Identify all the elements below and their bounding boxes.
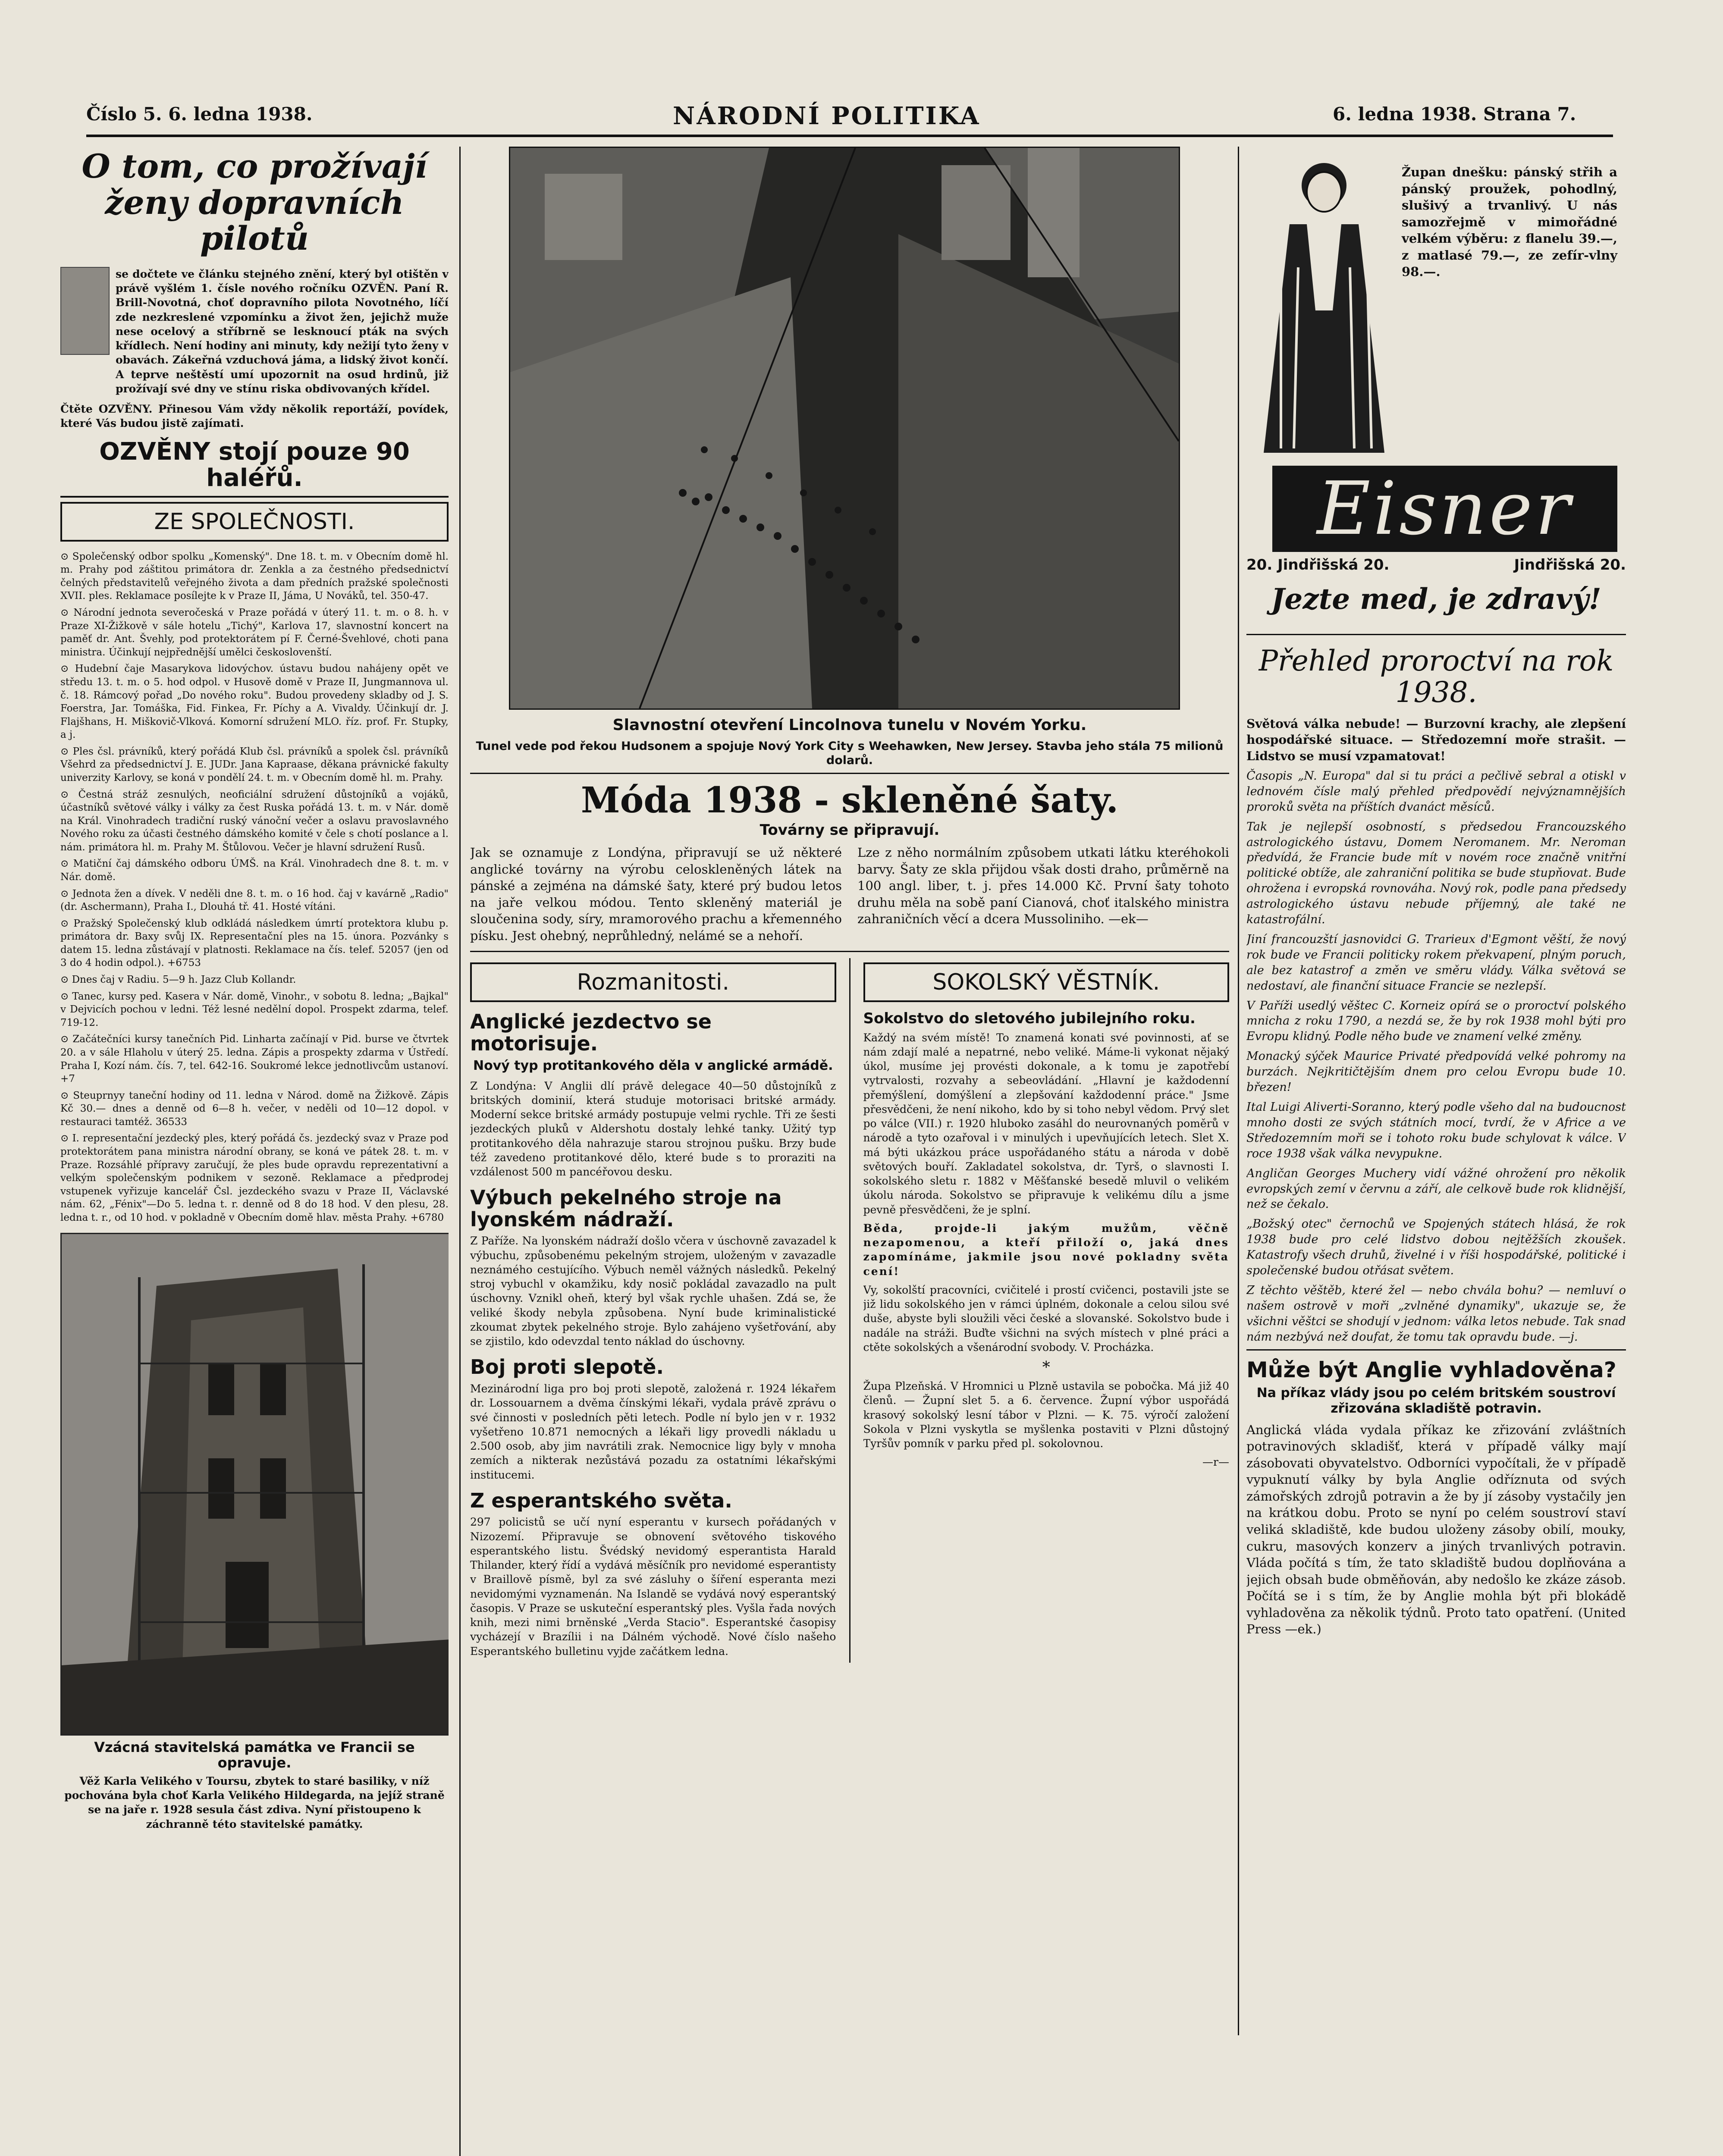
society-notice: ⊙ Pražský Společenský klub odkládá následkem úmrtí protektora klubu p. primátora dr. Baxy svůj IX. Representační ples na 15. února. Pozvánky s datem 15. ledna zůstávají v platnosti. Reklamace na čís. telef. 52057 (jen od 3 do 4 hodin odpol.). +6753 [60, 918, 449, 969]
eisner-address-right: Jindřišská 20. [1514, 556, 1626, 573]
eisner-ad-text: Župan dnešku: pánský střih a pánský proužek, pohodlný, slušivý a trvanlivý. U nás samozřejmě v mimořádné velkém výběru: z flanelu 39.—, z matlasé 79.—, ze zefír-vlny 98.—. [1402, 165, 1617, 279]
society-notices [60, 550, 449, 1225]
proroctvi-title: Přehled proroctví na rok 1938. [1259, 644, 1614, 709]
society-notice: ⊙ Matiční čaj dámského odboru ÚMŠ. na Král. Vinohradech dne 8. t. m. v Nár. domě. [60, 858, 449, 883]
proroctvi-body [1246, 768, 1626, 1345]
column-rule-2 [1238, 147, 1239, 2035]
sokol-column [863, 958, 1230, 1663]
r3-title: Boj proti slepotě. [470, 1355, 664, 1379]
sokol-sub: Sokolstvo do sletového jubilejního roku. [863, 1010, 1196, 1028]
fashion-text-left: Jak se oznamuje z Londýna, připravují se už některé anglické továrny na výrobu celoskleněných látek na pánské a zejména na dámské šaty, které prý budou letos na jaře velkou módou. Tento skleněný materiál je sloučenina sody, síry, mramorového prachu a křemenného písku. Jest ohebný, neprůhledný, nelámé se a nehoří. [470, 845, 842, 943]
prophecy-paragraph: V Paříži usedlý věštec C. Korneiz opírá se o proroctví polského mnicha z roku 1790, a nezdá se, že by rok 1938 mohl býti pro Evropu klidný. Podle něho bude ve znamení velké změny. [1246, 999, 1626, 1044]
fashion-headline: Móda 1938 - skleněné šaty. [581, 779, 1119, 821]
tunnel-caption-title: Slavnostní otevření Lincolnova tunelu v Novém Yorku. [612, 716, 1087, 734]
zupa-sign: —r— [1202, 1456, 1229, 1469]
prophecy-paragraph: Jiní francouzští jasnovidci G. Trarieux d'Egmont věští, že nový rok bude ve Francii politicky rokem překvapení, plným poruch, ale bez katastrof a změn ve směru vlády. Válka světová se nedostaví, ale finanční situace Francie se nezlepší. [1246, 932, 1626, 993]
ozveny-price: OZVĚNY stojí pouze 90 haléřů. [99, 437, 410, 492]
society-notice: ⊙ Tanec, kursy ped. Kasera v Nár. domě, Vinohr., v sobotu 8. ledna; „Bajkal" v Dejvicích pochou v ledni. Též lesné nedělní dopol. Prospekt zdarma, telef. 719-12. [60, 990, 449, 1028]
society-notice: ⊙ Čestná stráž zesnulých, neoficiální sdružení důstojníků a vojáků, účastníků světové války i války za čest Ruska pořádá 13. t. m. v Nár. domě na Král. Vinohradech tradiční ruský vánoční večer a oslavu pravoslavného Nového roku za účasti čestného dámského komité v čele s chotí poslance a l. nám. primátora hl. m. Prahy M. Štůlovou. Večer je hlavní sdružení Rusů. [60, 789, 449, 853]
section-sokol: SOKOLSKÝ VĚSTNÍK. [863, 962, 1230, 1002]
society-notice: ⊙ I. representační jezdecký ples, který pořádá čs. jezdecký svaz v Praze pod protektorátem pana ministra národní obrany, se koná ve pátek 28. t. m. v Praze. Rozsáhlé přípravy zaručují, že ples bude opravdu reprezentativní a velkým společenským podnikem v sezoně. Reklamace a předprodej vstupenek vyřizuje kancelář Čsl. jezdeckého svazu v Praze II, Václavské nám. 62, „Fénix"—Do 5. ledna t. r. denně od 8 do 18 hod. V den plesu, 28. ledna t. r., od 10 hod. v pokladně v Obecním domě hlav. města Prahy. +6780 [60, 1133, 449, 1223]
tower-photo [60, 1233, 449, 1736]
rule-price [60, 496, 449, 498]
masthead: NÁRODNÍ POLITIKA [673, 102, 981, 130]
proroctvi-lead: Světová válka nebude! — Burzovní krachy, ale zlepšení hospodářské situace. — Středozemní moře strašit. — Lidstvo se musí vzpamatovat! [1246, 717, 1626, 763]
column-rule-1 [459, 147, 461, 2156]
sokol-end: Vy, sokolští pracovníci, cvičitelé i prostí cvičenci, postavili jste se již lidu sokolského jen v rámci úplném, dokonale a celou silou své duše, abyste byli sloužili věci české a slovanské. Sokolstvo bude i nadále na stráži. Buďte všichni na svých místech v plné práci a ctěte sokolských a všenárodní svobody. V. Procházka. [863, 1283, 1229, 1354]
society-notice: ⊙ Národní jednota severočeská v Praze pořádá v úterý 11. t. m. o 8. h. v Praze XI-Žižkově v sále hotelu „Tichý", Karlova 17, slavnostní koncert na paměť dr. Ant. Švehly, pod protektorátem pí F. Černé-Švehlové, choti pana ministra. Účinkují nejpřednější umělci českoslovenští. [60, 607, 449, 658]
eisner-brand: Eisner [1317, 466, 1573, 552]
zupa-text: Župa Plzeňská. V Hromnici u Plzně ustavila se pobočka. Má již 40 členů. — Župní slet 5. a 6. července. Župní výbor uspořádá krasový sokolský lesní tábor v Plzni. — K. 75. výročí založení Sokola v Plzni vyskytla se myšlenka postaviti v Plzni důstojný Tyršův pomník v parku před pl. sokolovnou. [863, 1380, 1229, 1450]
r3-text: Mezinárodní liga pro boj proti slepotě, založená r. 1924 lékařem dr. Lossouarnem a dvěma čínskými lékaři, vydala právě zprávu o své činnosti v posledních pěti letech. Podle ní bylo jen v r. 1932 vyšetřeno 10.871 nemocných a lékaři ligy provedli nákladu u 2.500 osob, aby jim navrátili zrak. Nemocnice ligy byly v mnoha zemích a nikterak nezůstává pozadu za ostatními lékařskými institucemi. [470, 1382, 836, 1481]
society-notice: ⊙ Hudební čaje Masarykova lidovýchov. ústavu budou nahájeny opět ve středu 13. t. m. o 5. hod odpol. v Husově domě v Praze II, Jungmannova ul. č. 18. Rámcový pořad „Do nového roku". Budou provedeny skladby od J. S. Foerstra, Jar. Tomáška, Fid. Finkea, Fr. Píchy a A. Vivaldy. Účinkují dr. J. Flajšhans, H. Miškovič-Vlková. Komorní sdružení MLO. říz. prof. Fr. Stupky, a j. [60, 663, 449, 741]
article-title-pilots: O tom, co prožívají ženy dopravních pilotů [82, 147, 427, 258]
eisner-logo [1272, 466, 1617, 552]
society-notice: ⊙ Jednota žen a dívek. V neděli dne 8. t. m. o 16 hod. čaj v kavárně „Radio" (dr. Aschermann), Praha I., Dlouhá tř. 41. Hosté vítáni. [60, 888, 449, 913]
reader-note: Čtěte OZVĚNY. Přinesou Vám vždy několik reportáží, povídek, které Vás budou jistě zajímati. [60, 403, 449, 430]
society-notice: ⊙ Začátečníci kursy tanečních Pid. Linharta začínají v Pid. burse ve čtvrtek 20. a v sále Hlaholu v úterý 25. ledna. Zápis a prospekty zdarma v Ústředí. Praha I, Kozí nám. čís. 7, tel. 642-16. Soukromé lekce jednotlivcům ustanoví. +7 [60, 1034, 449, 1085]
prophecy-paragraph: Tak je nejlepší osobností, s předsedou Francouzského astrologického ústavu, Domem Neromanem. Mr. Neroman předvídá, že Francie bude mít v novém roce značně vnitřní politické obtíže, ale zahraniční politika se bude stupňovat. Bude ohrožena i evropská rovnováha. Nový rok, podle pana předsedy astrologického ústavu nebude příjemný, ale také ne katastrofální. [1246, 820, 1626, 927]
tunnel-photo [509, 147, 1180, 710]
r1-title: Anglické jezdectvo se motorisuje. [470, 1010, 712, 1055]
r2-text: Z Paříže. Na lyonském nádraží došlo včera v úschovně zavazadel k výbuchu, způsobenému pekelným strojem, uloženým v zavazadle neznámého cestujícího. Výbuch neměl vážných následků. Pekelný stroj vybuchl v okamžiku, kdy nosič pokládal zavazadlo na pult úschovny. Vznikl oheň, který byl však rychle uhašen. Zdá se, že veliké škody nebyla způsobena. Nyní bude kriminalistické zkoumat zbytek pekelného stroje. Bylo zahájeno vyšetřování, aby se zjistilo, kdo odevzdal tento náklad do úschovny. [470, 1235, 836, 1348]
tower-caption: Vzácná stavitelská památka ve Francii se opravuje. [94, 1739, 415, 1771]
honey-slogan: Jezte med, je zdravý! [1271, 582, 1601, 616]
society-notice: ⊙ Společenský odbor spolku „Komenský". Dne 18. t. m. v Obecním domě hl. m. Prahy pod záštitou primátora dr. Zenkla a za čestného předsednictví čelných představitelů veřejného života a dam předních pražské společnosti XVII. ples. Reklamace posílejte k v Praze II, Jáma, U Nováků, tel. 350-47. [60, 551, 449, 602]
column-1 [60, 147, 449, 2156]
tunnel-illustration [510, 148, 1179, 708]
society-notice: ⊙ Steuprnyy taneční hodiny od 11. ledna v Národ. domě na Žižkově. Zápis Kč 30.— dnes a denně od 6—8 h. večer, v neděli od 10—12 dopol. v restauraci tamtéž. 36533 [60, 1090, 449, 1128]
rule-proroctvi [1246, 1349, 1626, 1351]
anglie-title: Může být Anglie vyhladověna? [1246, 1357, 1616, 1382]
eisner-address-left: 20. Jindřišská 20. [1246, 556, 1390, 573]
ozveny-thumbnail [60, 267, 110, 355]
prophecy-paragraph: Monacký sýček Maurice Privaté předpovídá velké pohromy na burzách. Nejkritičtějším dnem pro celou Evropu bude 10. březen! [1246, 1050, 1626, 1094]
header-right: 6. ledna 1938. Strana 7. [1333, 103, 1576, 125]
eisner-address [1246, 556, 1626, 573]
prophecy-paragraph: „Božský otec" černochů ve Spojených státech hlásá, že rok 1938 bude pro celé lidstvo dobou nejtěžších zkoušek. Katastrofy všech druhů, živelné i v říši hospodářské, politické i společenské budou otřásat světem. [1246, 1217, 1626, 1278]
r4-title: Z esperantského světa. [470, 1489, 732, 1512]
r1-text: Z Londýna: V Anglii dlí právě delegace 40—50 důstojníků z britských dominií, která studuje motorisaci britské armády. Moderní sekce britské armády postupuje velmi rychle. Tři ze šesti jezdeckých pluků v Aldershotu dostaly lehké tanky. Užitý typ protitankového děla nahrazuje starou strojnou pušku. Brzy bude též zavedeno protitankové dělo, které bude s to proraziti na vzdálenost 500 m pancéřovou desku. [470, 1079, 836, 1178]
sokol-text: Každý na svém místě! To znamená konati své povinnosti, ať se nám zdají malé a nepatrné, nebo veliké. Máme-li vykonat nějaký úkol, musíme jej provésti dokonale, a k tomu je zapotřebí vytrvalosti, rozvahy a sebeovládání. „Hlavní je každodenní přemýšlení, domýšlení a zlepšování každodenní práce." Jsme přesvědčeni, že není nikoho, kdo by si toho nebyl vědom. Prvý slet po válce (VII.) r. 1920 hluboko zasáhl do neurovnaných poměrů v národě a tyto ozařoval i v minulých i upevňujících letech. Slet X. má býti ukázkou práce uspořádaného státu a národa v době světových bouří. Zakladatel sokolstva, dr. Tyrš, o slavnosti I. sokolského sletu r. 1882 v Měšťanské besedě mluvil o velikém úkolu národa. Sokolstvo se připravuje k velikému dílu a jsme pevně přesvědčeni, že je splní. [863, 1031, 1229, 1216]
prophecy-paragraph: Angličan Georges Muchery vidí vážné ohrožení pro několik evropských zemí v červnu a září, ale celkově bude rok klidnější, než se čekalo. [1246, 1166, 1626, 1211]
section-rozmanitosti: Rozmanitosti. [470, 962, 836, 1002]
society-notice: ⊙ Ples čsl. právníků, který pořádá Klub čsl. právníků a spolek čsl. právníků Všehrd za předsednictví J. E. JUDr. Jana Kapraase, děkana právnické fakulty univerzity Karlovy, se koná v pondělí 24. t. m. v Obecním domě hl. m. Prahy. [60, 746, 449, 783]
pilots-intro: se dočtete ve článku stejného znění, který byl otištěn v právě vyšlém 1. čísle nového ročníku OZVĚN. Paní R. Brill-Novotná, choť dopravního pilota Novotného, líčí zde nezkreslené vzpomínku a život žen, jejichž muže nese ocelový a stříbrně se lesknoucí pták na svých křídlech. Není hodiny ani minuty, kdy nežijí tyto ženy v obavách. Zákeřná vzduchová jáma, a lidský život končí. A teprve neštěstí umí upozornit na osud hrdinů, již prožívají své dny ve stínu riska obdivovaných křídel. [116, 267, 449, 395]
rozmanitosti-column [470, 958, 836, 1663]
rule-tunnel [470, 773, 1229, 774]
sokol-quote: Běda, projde-li jakým mužům, věčně nezapomenou, a kteří přiloží o, jaká dnes zapomínáme, jakmile jsou nové pokladny světa cení! [863, 1222, 1229, 1278]
tower-illustration [62, 1234, 449, 1734]
anglie-sub: Na příkaz vlády jsou po celém britském soustroví zřizována skladiště potravin. [1256, 1385, 1616, 1416]
fashion-text-right: Lze z něho normálním způsobem utkati látku kteréhokoli barvy. Šaty ze skla přijdou však dosti draho, průměrně na 100 angl. liber, t. j. přes 14.000 Kč. První šaty tohoto druhu měla na sobě paní Cianová, choť italského ministra zahraničních věcí a dcera Mussoliniho. —ek— [857, 845, 1229, 927]
column-2 [470, 147, 1229, 2156]
r4-text: 297 policistů se učí nyní esperantu v kursech pořádaných v Nizozemí. Připravuje se obnovení světového tiskového esperantského listu. Švédský nevidomý esperantista Harald Thilander, který řídí a vydává měsíčník pro nevidomé esperantisty v Braillově písmě, byl za své zásluhy o šíření esperanta mezi nevidomými vyznamenán. Na Islandě se vydává nový esperantský časopis. V Praze se uskuteční esperantský ples. Vyšla řada nových knih, mezi nimi brněnské „Verda Stacio". Esperantské časopisy vycházejí v Brazílii i na Dálném východě. Nové číslo našeho Esperantského bulletinu vyjde začátkem ledna. [470, 1516, 836, 1658]
column-3 [1246, 147, 1626, 2027]
header-rule [86, 135, 1613, 137]
rule-fashion [470, 951, 1229, 952]
prophecy-paragraph: Ital Luigi Aliverti-Soranno, který podle všeho dal na budoucnost mnoho dosti ze svých státních mocí, tvrdí, že v Africe a ve Středozemním moři se i tohoto roku bude schylovat k válce. V roce 1938 však válka nevypukne. [1246, 1100, 1626, 1160]
eisner-ad [1246, 147, 1626, 635]
section-society: ZE SPOLEČNOSTI. [60, 502, 449, 542]
prophecy-paragraph: Časopis „N. Europa" dal si tu práci a pečlivě sebral a otiskl v lednovém čísle malý přehled předpovědí nejvýznamnějších proroků světa na příštích dvanáct měsíců. [1246, 769, 1626, 814]
tunnel-caption-text: Tunel vede pod řekou Hudsonem a spojuje Nový York City s Weehawken, New Jersey. Stavba jeho stála 75 milionů dolarů. [476, 740, 1224, 767]
inner-column-rule [849, 958, 851, 1663]
tower-text: Věž Karla Velikého v Toursu, zbytek to staré basiliky, v níž pochována byla choť Karla Velikého Hildegarda, na jejíž straně se na jaře r. 1928 sesula část zdiva. Nyní přistoupeno k záchranně této stavitelské památky. [64, 1774, 445, 1830]
r1-sub: Nový typ protitankového děla v anglické armádě. [473, 1058, 833, 1073]
man-in-robe-icon [1246, 155, 1402, 457]
prophecy-paragraph: Z těchto věštěb, které žel — nebo chvála bohu? — nemluví o našem ostrově v moři „zvlněné dynamiky", ukazuje se, že všichni věštci se shodují v jednom: válka letos nebude. Tak snad nám nezbývá než doufat, že tomu tak opravdu bude. —j. [1246, 1283, 1626, 1344]
society-notice: ⊙ Dnes čaj v Radiu. 5—9 h. Jazz Club Kollandr. [60, 974, 296, 986]
fashion-subhead: Továrny se připravují. [760, 821, 940, 839]
divider-star: * [1042, 1359, 1050, 1377]
anglie-text: Anglická vláda vydala příkaz ke zřizování zvláštních potravinových skladišť, která v případě války mají zásobovati obyvatelstvo. Odborníci vypočítali, že v případě vypuknutí války by byla Anglie odříznuta od svých zámořských zdrojů potravin a že by jí zásoby vystačily jen na krátkou dobu. Proto se nyní po celém soustroví staví veliká skladiště, kde budou uloženy zásoby obilí, mouky, cukru, masových konzerv a jiných trvanlivých potravin. Vláda počítá s tím, že tato skladiště budou doplňována a jejich obsah bude obměňován, aby nedošlo ke zkáze zásob. Počítá se i s tím, že by Anglie mohla být při blokádě vyhladověna za několik týdnů. Proto tato opatření. (United Press —ek.) [1246, 1422, 1626, 1637]
header-left: Číslo 5. 6. ledna 1938. [86, 103, 313, 125]
r2-title: Výbuch pekelného stroje na lyonském nádraží. [470, 1186, 782, 1231]
